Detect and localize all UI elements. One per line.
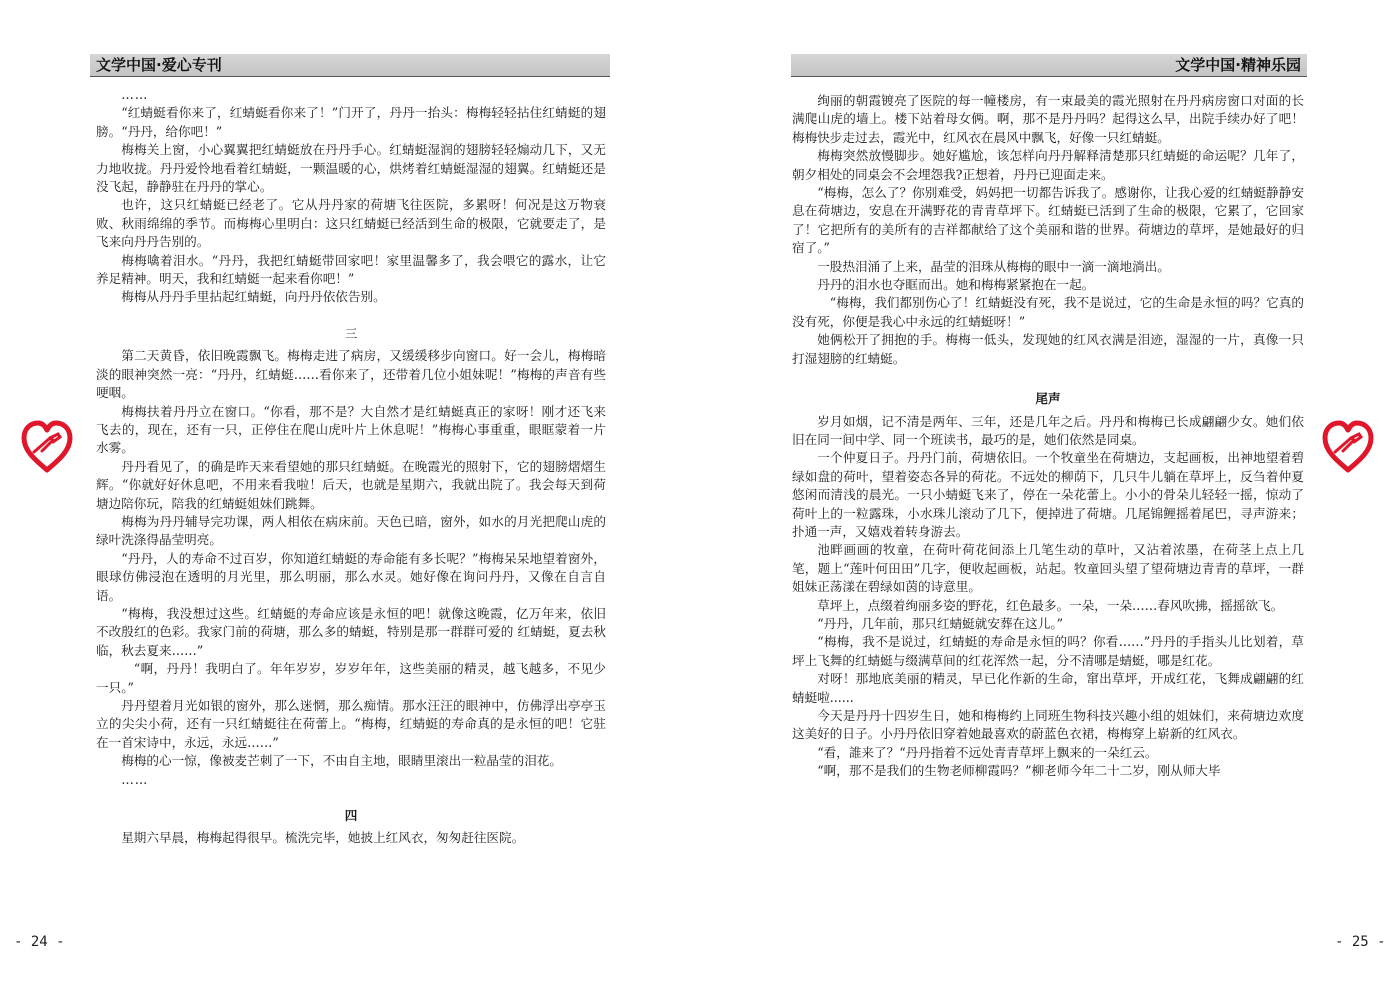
paragraph: “看，誰来了？“丹丹指着不远处青青草坪上飘来的一朵红云。 xyxy=(817,744,1158,760)
paragraph: 她俩松开了拥抱的手。梅梅一低头，发现她的红风衣满是泪迹，湿湿的一片，真像一只打湿翅膀的红蜻蜓。 xyxy=(792,332,1304,366)
paragraph: 绚丽的朝霞镀亮了医院的每一幢楼房，有一束最美的霞光照射在丹丹病房窗口对面的长满爬山虎的墙上。楼下站着母女俩。啊，那不是丹丹吗？起得这么早，出院手续办好了吧！梅梅快步走过去，霞光中，红风衣在晨风中飘飞，好像一只红蜻蜓。 xyxy=(792,93,1304,145)
section-heading-3: 三 xyxy=(344,325,358,341)
right-page xyxy=(699,0,1398,982)
paragraph: 梅梅扶着丹丹立在窗口。“你看，那不是？大自然才是红蜻蜓真正的家呀！刚才还飞来飞去的，现在，还有一只，正停住在爬山虎叶片上休息呢！”梅梅心事重重，眼眶蒙着一片水雾。 xyxy=(96,403,606,456)
right-text-column xyxy=(792,92,1304,781)
paragraph: 梅梅为丹丹辅导完功课，两人相依在病床前。天色已暗，窗外，如水的月光把爬山虎的绿叶洗涤得晶莹明亮。 xyxy=(96,513,606,548)
paragraph: 一股热泪涌了上来，晶莹的泪珠从梅梅的眼中一滴一滴地淌出。 xyxy=(817,258,1170,274)
right-header-rule xyxy=(791,76,1307,77)
paragraph: 也许，这只红蜻蜓已经老了。它从丹丹家的荷塘飞往医院，多累呀！何况是这万物衰败、秋雨绵绵的季节。而梅梅心里明白：这只红蜻蜓已经活到生命的极限，它就要走了，是飞来向丹丹告别的。 xyxy=(96,197,606,250)
heart-hand-logo-icon xyxy=(1321,418,1375,474)
paragraph: “啊，那不是我们的生物老师柳霞吗？”柳老师今年二十二岁，刚从师大毕 xyxy=(817,763,1221,779)
paragraph: 梅梅噙着泪水。“丹丹，我把红蜻蜓带回家吧！家里温馨多了，我会喂它的露水，让它养足精神。明天，我和红蜻蜓一起来看你吧！” xyxy=(96,252,606,287)
heart-hand-logo-icon xyxy=(20,418,74,474)
right-header-title: 文学中国·精神乐园 xyxy=(1175,56,1301,74)
left-header-rule xyxy=(90,76,610,77)
paragraph: “丹丹，几年前，那只红蜻蜓就安葬在这儿。” xyxy=(817,615,1064,631)
ellipsis-mid: …… xyxy=(121,771,149,787)
paragraph: 丹丹望着月光如银的窗外，那么迷惘，那么痴情。那水汪汪的眼神中，仿佛浮出亭亭玉立的尖尖小荷，还有一只红蜻蜓往在荷蕾上。“梅梅，红蜻蜓的寿命真的是永恒的吧！它驻在一首宋诗中，永远，永远……” xyxy=(96,698,606,750)
left-header-title: 文学中国·爱心专刊 xyxy=(96,56,222,74)
paragraph: 梅梅突然放慢脚步。她好尴尬，该怎样向丹丹解释清楚那只红蜻蜓的命运呢？几年了，朝夕相处的同桌会不会埋怨我?正想着，丹丹已迎面走来。 xyxy=(792,148,1304,182)
paragraph: “啊，丹丹！我明白了。年年岁岁，岁岁年年，这些美丽的精灵，越飞越多，不见少一只。” xyxy=(96,661,606,695)
paragraph: 梅梅的心一惊，像被麦芒刺了一下，不由自主地，眼睛里滚出一粒晶莹的泪花。 xyxy=(121,753,562,769)
left-page-number: - 24 - xyxy=(14,934,65,950)
right-page-number: - 25 - xyxy=(1335,934,1386,950)
paragraph: 草坪上，点缀着绚丽多姿的野花，红色最多。一朵，一朵……春风吹拂，摇摇欲飞。 xyxy=(817,597,1284,613)
paragraph: “丹丹，人的寿命不过百岁，你知道红蜻蜓的寿命能有多长呢？”梅梅呆呆地望着窗外，眼球仿佛浸泡在透明的月光里，那么明丽，那么水灵。她好像在询问丹丹，又像在自言自语。 xyxy=(96,550,606,603)
paragraph: 今天是丹丹十四岁生日，她和梅梅约上同班生物科技兴趣小组的姐妹们，来荷塘边欢度这美好的日子。小丹丹依旧穿着她最喜欢的蔚蓝色衣裙，梅梅穿上崭新的红风衣。 xyxy=(792,708,1304,742)
ellipsis-top: …… xyxy=(121,87,149,102)
left-header xyxy=(90,54,610,76)
section-heading-4: 四 xyxy=(344,808,358,824)
paragraph: 第二天黄昏，依旧晚霞飘飞。梅梅走进了病房，又缓缓移步向窗口。好一会儿，梅梅暗淡的眼神突然一亮：“丹丹，红蜻蜓……看你来了，还带着几位小姐妹呢！”梅梅的声音有些哽咽。 xyxy=(96,348,606,401)
epilogue-heading: 尾声 xyxy=(1035,391,1061,407)
paragraph: 丹丹看见了，的确是昨天来看望她的那只红蜻蜓。在晚霞光的照射下，它的翅膀熠熠生辉。“你就好好休息吧，不用来看我啦！后天，也就是星期六，我就出院了。我会每天到荷塘边陪你玩，陪我的红蜻蜓姐妹们跳舞。 xyxy=(96,458,606,511)
paragraph: 一个仲夏日子。丹丹门前，荷塘依旧。一个牧童坐在荷塘边，支起画板，出神地望着碧绿如盘的荷叶，望着姿态各异的荷花。不远处的柳荫下，几只牛儿躺在草坪上，反刍着仲夏悠闲而清浅的晨光。一只小蜻蜓飞来了，停在一朵花蕾上。小小的骨朵儿轻轻一摇，惊动了荷叶上的一粒露珠，小水珠儿滚动了几下，便掉进了荷塘。几尾锦鲤摇着尾巴，寻声游来；扑通一声，又嬉戏着转身游去。 xyxy=(792,450,1304,539)
paragraph: “梅梅，我没想过这些。红蜻蜓的寿命应该是永恒的吧！就像这晚霞，亿万年来，依旧不改殷红的色彩。我家门前的荷塘，那么多的蜻蜓，特别是那一群群可爱的 红蜻蜓，夏去秋临，秋去夏来……” xyxy=(96,605,606,658)
paragraph: “梅梅，我不是说过，红蜻蜓的寿命是永恒的吗？你看……”丹丹的手指头儿比划着，草坪上飞舞的红蜻蜓与缀满草间的红花浑然一起，分不清哪是蜻蜓，哪是红花。 xyxy=(792,634,1304,668)
paragraph: 星期六早晨，梅梅起得很早。梳洗完毕，她披上红风衣，匆匆赶往医院。 xyxy=(121,830,525,846)
paragraph: “梅梅，我们都别伤心了！红蜻蜓没有死，我不是说过，它的生命是永恒的吗？它真的没有死，你便是我心中永远的红蜻蜓呀！” xyxy=(792,295,1304,329)
paragraph: “梅梅，怎么了？你别难受，妈妈把一切都告诉我了。感谢你，让我心爱的红蜻蜓静静安息在荷塘边，安息在开满野花的青青草坪下。红蜻蜓已活到了生命的极限，它累了，它回家了！它把所有的美所有的吉祥都献给了这个美丽和谐的世界。荷塘边的草坪，是她最好的归宿了。” xyxy=(792,185,1304,256)
right-header xyxy=(791,54,1307,76)
paragraph: “红蜻蜓看你来了，红蜻蜓看你来了！”门开了，丹丹一抬头：梅梅轻轻拈住红蜻蜓的翅膀。“丹丹，给你吧！” xyxy=(96,105,606,139)
paragraph: 丹丹的泪水也夺眶而出。她和梅梅紧紧抱在一起。 xyxy=(817,277,1095,293)
paragraph: 对呀！那地底美丽的精灵，早已化作新的生命，窜出草坪，开成红花，飞舞成翩翩的红蜻蜓啦...... xyxy=(792,671,1304,705)
paragraph: 梅梅从丹丹手里拈起红蜻蜓，向丹丹依依告别。 xyxy=(121,289,386,305)
paragraph: 岁月如烟，记不清是两年、三年，还是几年之后。丹丹和梅梅已长成翩翩少女。她们依旧在同一间中学、同一个班读书，最巧的是，她们依然是同桌。 xyxy=(792,413,1304,447)
left-text-column xyxy=(96,86,606,848)
paragraph: 梅梅关上窗，小心翼翼把红蜻蜓放在丹丹手心。红蜻蜓湿润的翅膀轻轻煽动几下，又无力地收拢。丹丹爱怜地看着红蜻蜓，一颗温暖的心，烘烤着红蜻蜓湿湿的翅翼。红蜻蜓还是没飞起，静静驻在丹丹的掌心。 xyxy=(96,142,606,195)
paragraph: 池畔画画的牧童，在荷叶荷花间添上几笔生动的草叶，又沾着浓墨，在荷茎上点上几笔，题上“莲叶何田田”几字，便收起画板，站起。牧童回头望了望荷塘边青青的草坪，一群姐妹正荡漾在碧绿如茵的诗意里。 xyxy=(792,542,1304,595)
